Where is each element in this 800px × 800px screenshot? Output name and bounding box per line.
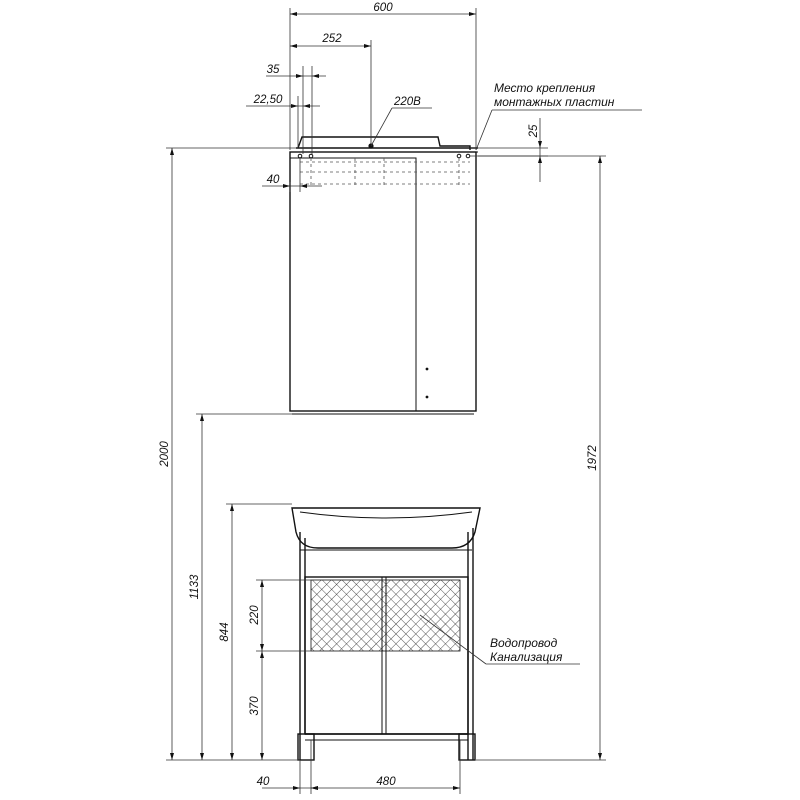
dimension-22-50 bbox=[246, 94, 320, 148]
dimension-844 bbox=[219, 504, 292, 760]
dimension-25 bbox=[470, 118, 548, 182]
mirror-cabinet bbox=[290, 137, 478, 414]
dimension-1133 bbox=[189, 414, 292, 760]
dim-25-label: 25 bbox=[528, 124, 540, 138]
dim-844-label: 844 bbox=[219, 622, 231, 642]
dimension-480 bbox=[311, 740, 460, 794]
dimension-1972 bbox=[476, 156, 606, 760]
mounting-label-line2: монтажных пластин bbox=[494, 95, 615, 109]
dimension-40-bottom bbox=[257, 740, 318, 794]
dim-1972-label: 1972 bbox=[587, 445, 599, 471]
dim-252-label: 252 bbox=[322, 33, 342, 45]
dimension-40-top bbox=[262, 158, 322, 192]
dim-220-label: 220 bbox=[249, 605, 261, 625]
water-label: Водопровод bbox=[490, 636, 558, 650]
dim-370-label: 370 bbox=[249, 696, 261, 716]
dim-480-label: 480 bbox=[376, 776, 396, 788]
dimension-2000 bbox=[159, 148, 300, 760]
dim-22-label: 22,50 bbox=[253, 94, 283, 106]
mounting-plate-callout bbox=[476, 81, 642, 150]
dim-40-top-label: 40 bbox=[266, 174, 280, 186]
sewer-label: Канализация bbox=[490, 650, 563, 664]
dim-1133-label: 1133 bbox=[189, 574, 201, 600]
dim-40-bottom-label: 40 bbox=[256, 776, 270, 788]
dimension-252 bbox=[290, 33, 371, 144]
socket-label: 220В bbox=[394, 96, 421, 108]
dim-35-label: 35 bbox=[266, 64, 280, 76]
mounting-label-line1: Место крепления bbox=[494, 81, 596, 95]
dimension-35 bbox=[266, 64, 326, 154]
dim-2000-label: 2000 bbox=[159, 441, 171, 467]
dim-600-label: 600 bbox=[373, 2, 393, 14]
dimension-220 bbox=[249, 580, 311, 651]
vanity-unit bbox=[292, 508, 480, 760]
socket-callout bbox=[371, 96, 432, 146]
dimension-370 bbox=[249, 651, 264, 760]
